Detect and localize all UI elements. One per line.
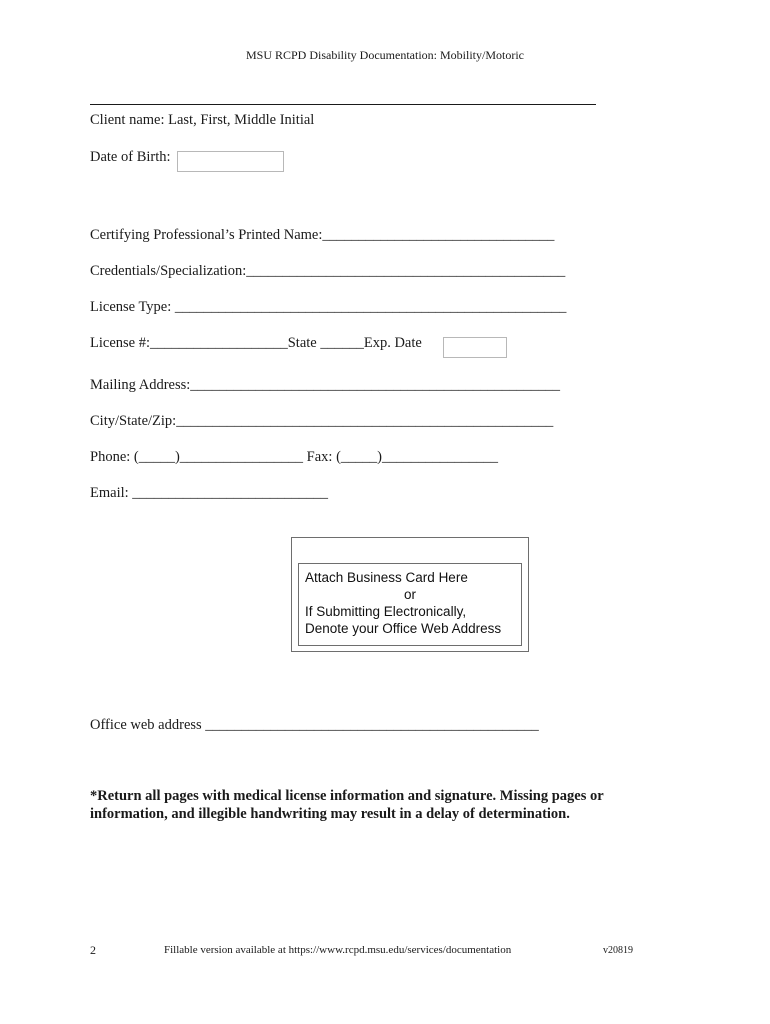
notice-line-2: information, and illegible handwriting may result in a delay of determination.: [90, 806, 570, 822]
card-line-4: Denote your Office Web Address: [305, 621, 502, 636]
client-name-line[interactable]: [90, 92, 596, 105]
office-web-address-field[interactable]: Office web address ______________________________________________: [90, 717, 539, 733]
credentials-field[interactable]: Credentials/Specialization:____________________________________________: [90, 263, 566, 279]
exp-date-field[interactable]: [443, 337, 507, 358]
card-line-3: If Submitting Electronically,: [305, 604, 467, 619]
card-line-2: or: [403, 587, 416, 602]
version-label: v20819: [603, 945, 633, 956]
dob-field[interactable]: [177, 151, 284, 172]
page-header: MSU RCPD Disability Documentation: Mobility/Motoric: [245, 48, 524, 62]
card-line-1: Attach Business Card Here: [305, 570, 468, 585]
phone-fax-field[interactable]: Phone: (_____)_________________ Fax: (_____)________________: [90, 449, 498, 465]
city-state-zip-field[interactable]: City/State/Zip:____________________________________________________: [90, 413, 554, 429]
printed-name-field[interactable]: Certifying Professional’s Printed Name:________________________________: [90, 227, 555, 243]
notice-line-1: *Return all pages with medical license information and signature. Missing pages or: [90, 788, 604, 804]
client-name-label: Client name: Last, First, Middle Initial: [90, 112, 315, 128]
license-number-field[interactable]: License #:___________________State ______Exp. Date: [90, 335, 422, 351]
license-type-field[interactable]: License Type: ______________________________________________________: [90, 299, 567, 315]
fillable-version-note: Fillable version available at https://www.rcpd.msu.edu/services/documentation: [164, 944, 512, 956]
email-field[interactable]: Email: ___________________________: [90, 485, 329, 501]
dob-label: Date of Birth:: [90, 149, 171, 165]
mailing-address-field[interactable]: Mailing Address:___________________________________________________: [90, 377, 561, 393]
page-number: 2: [90, 943, 96, 957]
